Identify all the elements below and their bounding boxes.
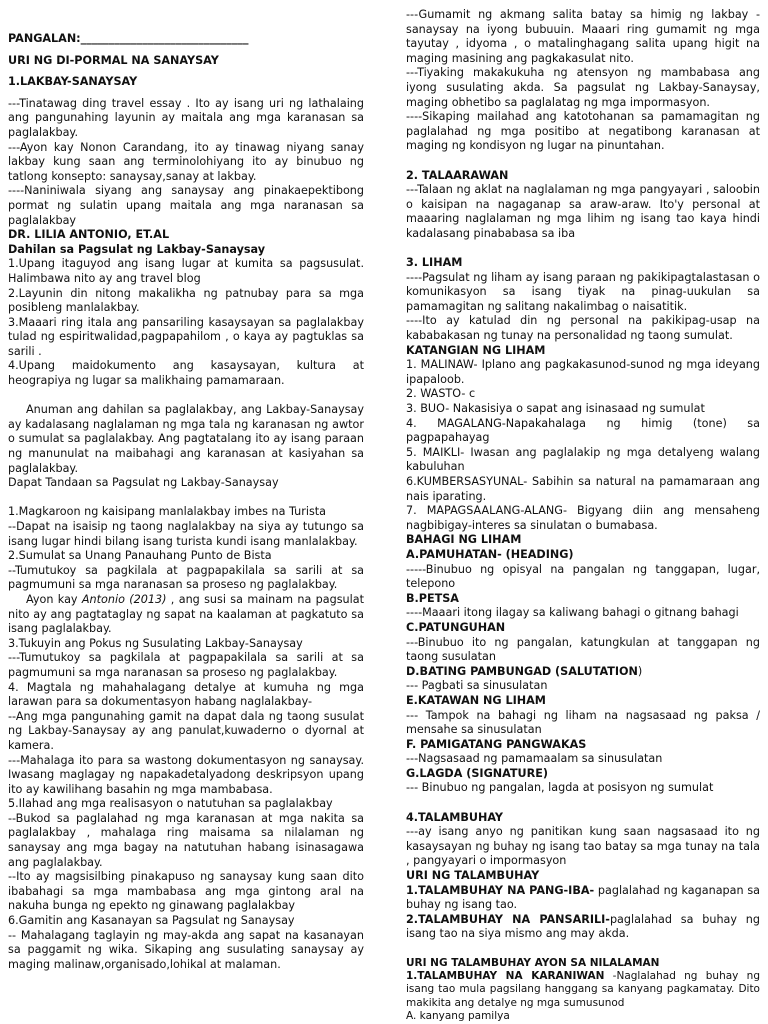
list-item: 2.Sumulat sa Unang Panauhang Punto de Bista [8,549,272,563]
list-item: 1. MALINAW- Iplano ang pagkakasunod-sunod ng mga ideyang ipapaloob. [406,358,760,386]
text-span: paglalahad ng kaganapan sa buhay ng isang tao. [406,883,760,912]
paragraph: --Dapat na isaisip ng taong naglalakbay na siya ay tutungo sa isang lugar hindi bilang isang turista kundi isang manlalakbay. [8,520,364,548]
paragraph: -----Binubuo ng opisyal na pangalan ng tanggapan, lugar, telepono [406,562,760,591]
paragraph: ---Tumutukoy sa pagkilala at pagpapakilala sa sarili at sa pagmumuni sa mga naranasan sa proseso ng paglalakbay. [8,651,364,679]
text-span: ) [637,664,643,678]
right-column [406,0,760,1024]
part-title [406,665,760,680]
list-item: 1.Magkaroon ng kaisipang manlalakbay imbes na Turista [8,505,327,519]
paragraph: ----Naniniwala siyang ang sanaysay ang pinakaepektibong pormat ng sulatin upang maitala ang mga naranasan sa paglalakbay [8,184,364,227]
subheading-bahagi: BAHAGI NG LIHAM [406,533,522,547]
paragraph: -- Mahalagang taglayin ng may-akda ang sapat na kasanayan sa paggamit ng wika. Sikaping ang susulating sanaysay ay maging malinaw,organisado,lohikal at malaman. [8,928,364,971]
text-span: 2.TALAMBUHAY NA PANSARILI- [406,912,610,926]
paragraph: ----Ito ay katulad din ng personal na pakikipag-usap na kababakasan ng tunay na personalidad ng taong sumulat. [406,314,760,343]
list-item: 6.Gamitin ang Kasanayan sa Pagsulat ng Sanaysay [8,914,295,928]
paragraph: ---Gumamit ng akmang salita batay sa himig ng lakbay -sanaysay na iyong bubuuin. Maaari ring gumamit ng mga tayutay , idyoma , o matalinghagang salita upang higit na maging masining ang pagkakasulat nito. [406,8,760,65]
subheading-uri-talambuhay: URI NG TALAMBUHAY [406,869,540,883]
subheading-dahilan: Dahilan sa Pagsulat ng Lakbay-Sanaysay [8,242,266,256]
list-item: 2. WASTO- c [406,387,476,401]
list-item: 3.Tukuyin ang Pokus ng Susulating Lakbay-Sanaysay [8,636,303,650]
paragraph: --Tumutukoy sa pagkilala at pagpapakilala sa sarili at sa pagmumuni sa mga naranasan sa proseso ng paglalakbay. [8,563,364,592]
paragraph: ----Maaari itong ilagay sa kaliwang bahagi o gitnang bahagi [406,606,739,620]
list-item: 6.KUMBERSASYUNAL- Sabihin sa natural na pamamaraan ang nais iparating. [406,475,760,503]
part-title: C.PATUNGUHAN [406,620,506,634]
subheading-nilalaman: URI NG TALAMBUHAY AYON SA NILALAMAN [406,956,660,969]
paragraph: --Bukod sa paglalahad ng mga karanasan at mga nakita sa paglalakbay , mahalaga ring maisama sa nilalaman ng sanaysay ang mga bagay na natutuhan habang isinasagawa ang paglalakbay. [8,811,364,869]
list-item [406,913,760,942]
text-span: Ayon kay [26,592,82,606]
subheading-katangian: KATANGIAN NG LIHAM [406,343,546,357]
paragraph: ----Pagsulat ng liham ay isang paraan ng pakikipagtalastasan o komunikasyon sa isang tiyak na pinag-uukulan sa pamamagitan ng salitang nakalimbag o naisatitik. [406,270,760,313]
text-span: paglalahad sa buhay ng isang tao na siya mismo ang may akda. [406,912,761,941]
part-title: G.LAGDA (SIGNATURE) [406,766,548,780]
paragraph: ---ay isang anyo ng panitikan kung saan nagsasaad ito ng kasaysayan ng buhay ng isang tao batay sa mga tunay na tala , pangyayari o impormasyon [406,825,760,868]
part-title: B.PETSA [406,591,459,605]
list-item: 5.Ilahad ang mga realisasyon o natutuhan sa paglalakbay [8,797,333,811]
citation: Antonio (2013) [81,592,167,606]
paragraph: --Ang mga pangunahing gamit na dapat dala ng taong susulat ng Lakbay-Sanaysay ay ang panulat,kuwaderno o dyornal at kamera. [8,709,364,752]
paragraph [8,593,364,637]
paragraph: ---Mahalaga ito para sa wastong dokumentasyon ng sanaysay. Iwasang maglagay ng napakadetalyadong deskripsyon upang ito ay kawilihang basahin ng mga mambabasa. [8,753,364,796]
paragraph: --Ito ay magsisilbing pinakapuso ng sanaysay kung saan dito ibabahagi sa mga mambabasa ang mga gintong aral na nakuha bunga ng epekto ng ginawang paglalakbay [8,870,364,913]
paragraph: ---Nagsasaad ng pamamaalam sa sinusulatan [406,752,663,766]
list-item: A. kanyang pamilya [406,1010,510,1023]
text-span: 1.TALAMBUHAY NA PANG-IBA- [406,883,595,897]
text-span: -Naglalahad ng buhay ng isang tao mula pagsilang hanggang sa kanyang pagkamatay. Dito makikita ang detalye ng mga sumusunod [406,970,760,1009]
paragraph: ---Talaan ng aklat na naglalaman ng mga pangyayari , saloobin o kaisipan na nagaganap sa araw-araw. Ito'y personal at maaaring naglalaman ng mga lihim ng isang tao kaya hindi kadalasang pinababasa sa iba [406,183,760,240]
author-heading: DR. LILIA ANTONIO, ET.AL [8,228,170,242]
part-title: F. PAMIGATANG PANGWAKAS [406,737,587,751]
document-title: URI NG DI-PORMAL NA SANAYSAY [8,53,219,67]
paragraph: ---Ayon kay Nonon Carandang, ito ay tinawag niyang sanay lakbay kung saan ang terminolohiyang ito ay binubuo ng tatlong konsepto: sanaysay,sanay at lakbay. [8,140,364,183]
section-title-talaarawan: 2. TALAARAWAN [406,168,509,182]
paragraph: Anuman ang dahilan sa paglalakbay, ang Lakbay-Sanaysay ay kadalasang naglalaman ng mga tala ng karanasan ng awtor o sumulat sa paglalakbay. Ang pagtatalang ito ay isang paraan ng manunulat na maibahagi ang karanasan at kasiyahan sa paglalakbay. [8,403,364,475]
section-title-lakbay-sanaysay: 1.LAKBAY-SANAYSAY [8,75,138,89]
name-field-label: PANGALAN:______________________________ [8,32,249,45]
text-span: D.BATING PAMBUNGAD (SALUTATION [406,664,638,678]
paragraph: ----Sikaping mailahad ang katotohanan sa pamamagitan ng paglalahad ng mga positibo at negatibong karanasan at maging ng kondisyon ng lugar na pinuntahan. [406,110,760,153]
list-item: 4.Upang maidokumento ang kasaysayan, kultura at heograpiya ng lugar sa malikhaing pamamaraan. [8,359,364,388]
list-item [406,884,760,913]
paragraph: ---Binubuo ito ng pangalan, katungkulan at tanggapan ng taong susulatan [406,635,760,664]
list-item: 3. BUO- Nakasisiya o sapat ang isinasaad ng sumulat [406,402,705,416]
paragraph: --- Tampok na bahagi ng liham na nagsasaad ng paksa / mensahe sa sinusulatan [406,708,760,737]
text-span: 1.TALAMBUHAY NA KARANIWAN [406,970,605,982]
paragraph: --- Binubuo ng pangalan, lagda at posisyon ng sumulat [406,781,714,795]
list-item: 4. Magtala ng mahahalagang detalye at kumuha ng mga larawan para sa dokumentasyon habang naglalakbay- [8,680,364,709]
list-item: 2.Layunin din nitong makalikha ng patnubay para sa mga posibleng manlalakbay. [8,286,364,315]
list-item [406,970,760,1010]
paragraph: ---Tiyaking makakukuha ng atensyon ng mambabasa ang iyong susulating akda. Sa pagsulat ng Lakbay-Sanaysay, maging obhetibo sa paglalatag ng mga impormasyon. [406,66,760,109]
list-item: 7. MAPAGSAALANG-ALANG- Bigyang diin ang mensaheng nagbibigay-interes sa sinulatan o bumabasa. [406,504,760,532]
part-title: A.PAMUHATAN- (HEADING) [406,547,574,561]
left-column [8,0,364,972]
subheading-dapat-tandaan: Dapat Tandaan sa Pagsulat ng Lakbay-Sanaysay [8,476,279,490]
list-item: 3.Maaari ring itala ang pansariling kasaysayan sa paglalakbay tulad ng espiritwalidad,pagpapahilom , o kaya ay pagtuklas sa sarili . [8,315,364,358]
paragraph: --- Pagbati sa sinusulatan [406,679,548,693]
list-item: 4. MAGALANG-Napakahalaga ng himig (tone) sa pagpapahayag [406,416,760,445]
list-item: 5. MAIKLI- Iwasan ang paglalakip ng mga detalyeng walang kabuluhan [406,445,760,474]
paragraph: ---Tinatawag ding travel essay . Ito ay isang uri ng lathalaing ang pangunahing layunin ay maitala ang mga karanasan sa paglalakbay. [8,96,364,139]
list-item: 1.Upang itaguyod ang isang lugar at kumita sa pagsusulat. Halimbawa nito ay ang travel blog [8,257,364,285]
text-span: , ang susi sa mainam na pagsulat nito ay ang pagtataglay ng sapat na kaalaman at pagkatuto sa isang paglalakbay. [8,592,364,636]
part-title: E.KATAWAN NG LIHAM [406,693,546,707]
section-title-liham: 3. LIHAM [406,256,463,270]
section-title-talambuhay: 4.TALAMBUHAY [406,810,504,824]
